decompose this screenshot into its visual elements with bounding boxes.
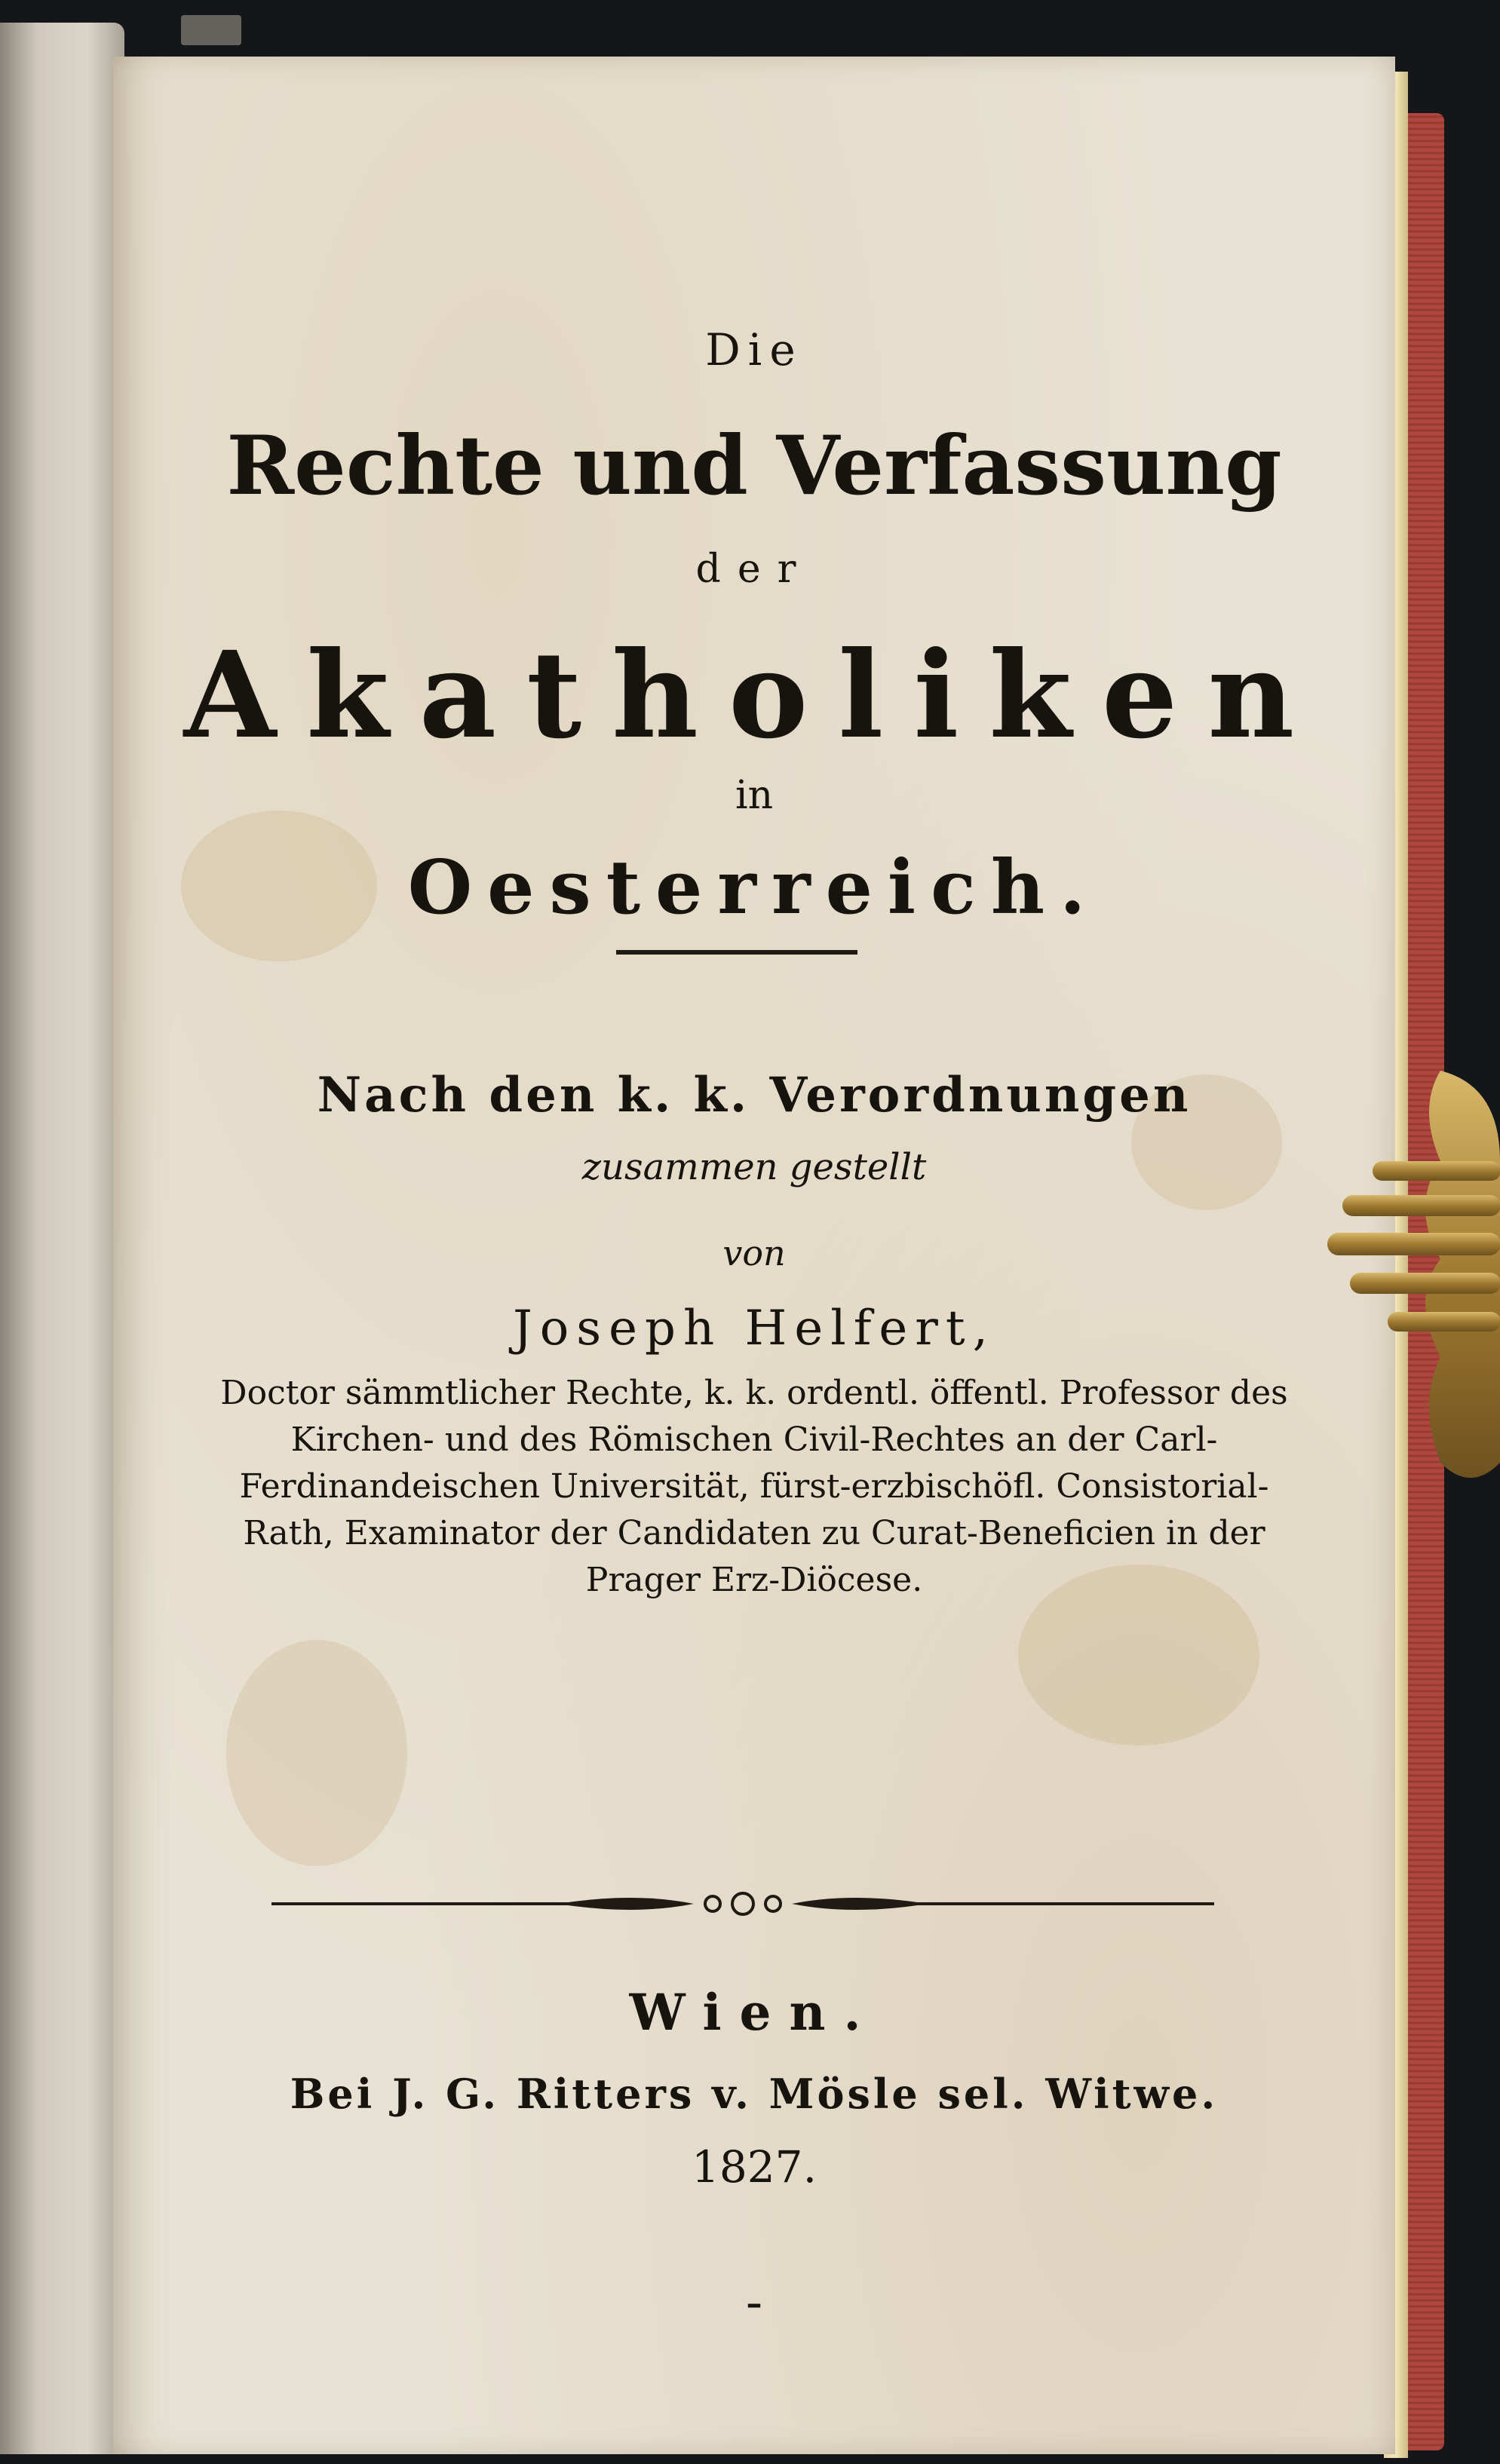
gutter-shadow	[181, 15, 241, 45]
imprint-place: Wien.	[629, 1983, 879, 2042]
title-word-akatholiken: Akatholiken	[183, 626, 1325, 765]
title-word-die: Die	[705, 324, 803, 375]
author-credentials: Doctor sämmtlicher Rechte, k. k. ordentl. öffentl. Professor des Kirchen- und des Römischen Civil-Rechtes an der Carl-Ferdinandeischen Universität, fürst-erzbischöfl. Consistorial-Rath, Examinator der Candidaten zu Curat-Beneficien in der Prager Erz-Diöcese.	[220, 1374, 1288, 1599]
brass-clasp	[1327, 1071, 1500, 1493]
compiled-line: zusammen gestellt	[581, 1146, 927, 1188]
title-divider-rule	[616, 950, 857, 955]
foxing-spot	[226, 1640, 407, 1866]
title-page	[113, 57, 1395, 2454]
imprint-publisher: Bei J. G. Ritters v. Mösle sel. Witwe.	[290, 2070, 1219, 2118]
title-word-oesterreich: Oesterreich.	[407, 844, 1101, 931]
subtitle-line: Nach den k. k. Verordnungen	[317, 1067, 1192, 1123]
printer-ornament-rule	[271, 1881, 1214, 1926]
imprint-year: 1827.	[691, 2141, 817, 2193]
signature-mark: –	[746, 2285, 762, 2321]
title-word-der: der	[695, 547, 813, 592]
by-line: von	[722, 1233, 786, 1273]
author-name: Joseph Helfert,	[513, 1301, 995, 1356]
title-line-rechte: Rechte und Verfassung	[226, 418, 1282, 513]
left-page-edge	[0, 23, 124, 2454]
title-word-in: in	[735, 773, 774, 818]
